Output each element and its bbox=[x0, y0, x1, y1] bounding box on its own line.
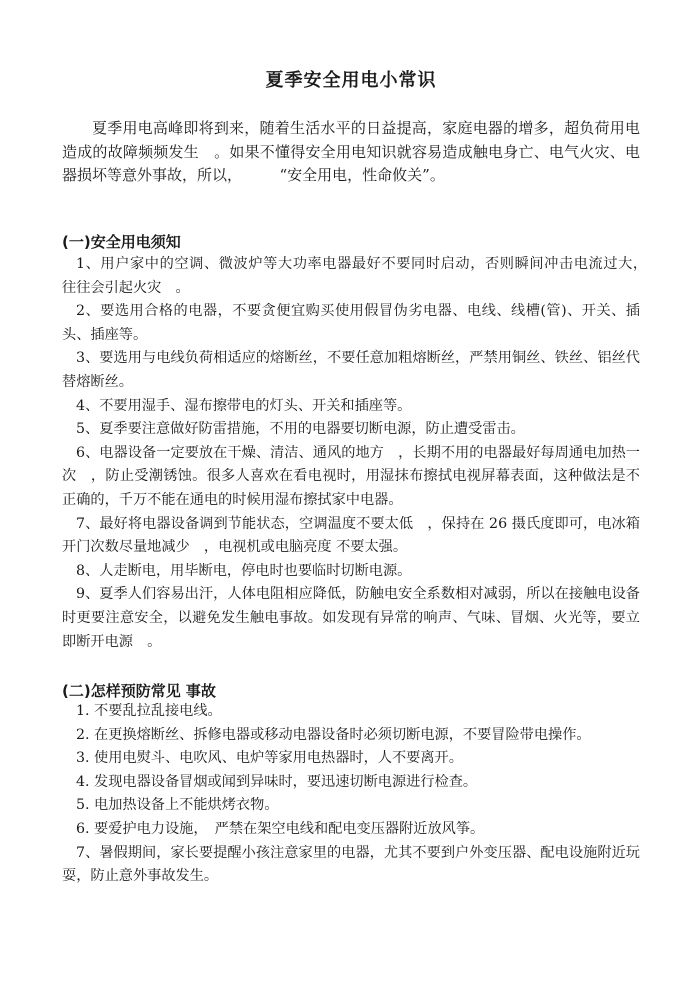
list-item: 4、不要用湿手、湿布擦带电的灯头、开关和插座等。 bbox=[76, 397, 412, 414]
list-item: 5. 电加热设备上不能烘烤衣物。 bbox=[76, 797, 279, 814]
list-item: 6. 要爱护电力设施， 严禁在架空电线和配电变压器附近放风筝。 bbox=[76, 820, 485, 837]
section-1-heading: (一)安全用电须知 bbox=[62, 233, 181, 251]
list-item: 7、最好将电器设备调到节能状态，空调温度不要太低 ，保持在 26 摄氏度即可，电冰箱开门次数尽量地减少 ，电视机或电脑亮度 不要太强。 bbox=[62, 515, 640, 556]
list-item: 9、夏季人们容易出汗，人体电阻相应降低，防触电安全系数相对减弱，所以在接触电设备时更要注意安全，以避免发生触电事故。如发现有异常的响声、气味、冒烟、火光等，要立即断开电源 。 bbox=[62, 586, 640, 650]
section-2-list bbox=[62, 700, 640, 889]
list-item: 3、要选用与电线负荷相适应的熔断丝，不要任意加粗熔断丝，严禁用铜丝、铁丝、铝丝代替熔断丝。 bbox=[62, 350, 640, 390]
list-item: 7、暑假期间，家长要提醒小孩注意家里的电器，尤其不要到户外变压器、配电设施附近玩耍，防止意外事故发生。 bbox=[62, 844, 640, 885]
list-item: 1、用户家中的空调、微波炉等大功率电器最好不要同时启动，否则瞬间冲击电流过大， 往往会引起火灾 。 bbox=[62, 256, 655, 296]
list-item: 4. 发现电器设备冒烟或闻到异味时，要迅速切断电源进行检查。 bbox=[76, 773, 478, 790]
document-title: 夏季安全用电小常识 bbox=[265, 70, 437, 91]
list-item: 8、人走断电，用毕断电，停电时也要临时切断电源。 bbox=[76, 562, 412, 579]
list-item: 2、要选用合格的电器，不要贪便宜购买使用假冒伪劣电器、电线、线槽(管)、开关、插头、插座等。 bbox=[62, 303, 640, 343]
section-2-heading: (二)怎样预防常见 事故 bbox=[62, 682, 216, 700]
intro-paragraph: 夏季用电高峰即将到来，随着生活水平的日益提高，家庭电器的增多，超负荷用电造成的故障频频发生 。如果不懂得安全用电知识就容易造成触电身亡、电气火灾、电器损坏等意外事故，所以， “安全用电，性命攸关”。 bbox=[62, 119, 640, 184]
list-item: 6、电器设备一定要放在干燥、清洁、通风的地方 ，长期不用的电器最好每周通电加热一次 ，防止受潮锈蚀。很多人喜欢在看电视时，用湿抹布擦拭电视屏幕表面，这种做法是不正确的，千万不能在通电的时候用湿布擦拭家中电器。 bbox=[62, 444, 640, 508]
section-1-list bbox=[62, 253, 655, 654]
list-item: 5、夏季要注意做好防雷措施，不用的电器要切断电源，防止遭受雷击。 bbox=[76, 421, 525, 438]
list-item: 3. 使用电熨斗、电吹风、电炉等家用电热器时，人不要离开。 bbox=[76, 750, 463, 767]
list-item: 1. 不要乱拉乱接电线。 bbox=[76, 703, 222, 719]
list-item: 2. 在更换熔断丝、拆修电器或移动电器设备时必须切断电源，不要冒险带电操作。 bbox=[76, 726, 591, 743]
